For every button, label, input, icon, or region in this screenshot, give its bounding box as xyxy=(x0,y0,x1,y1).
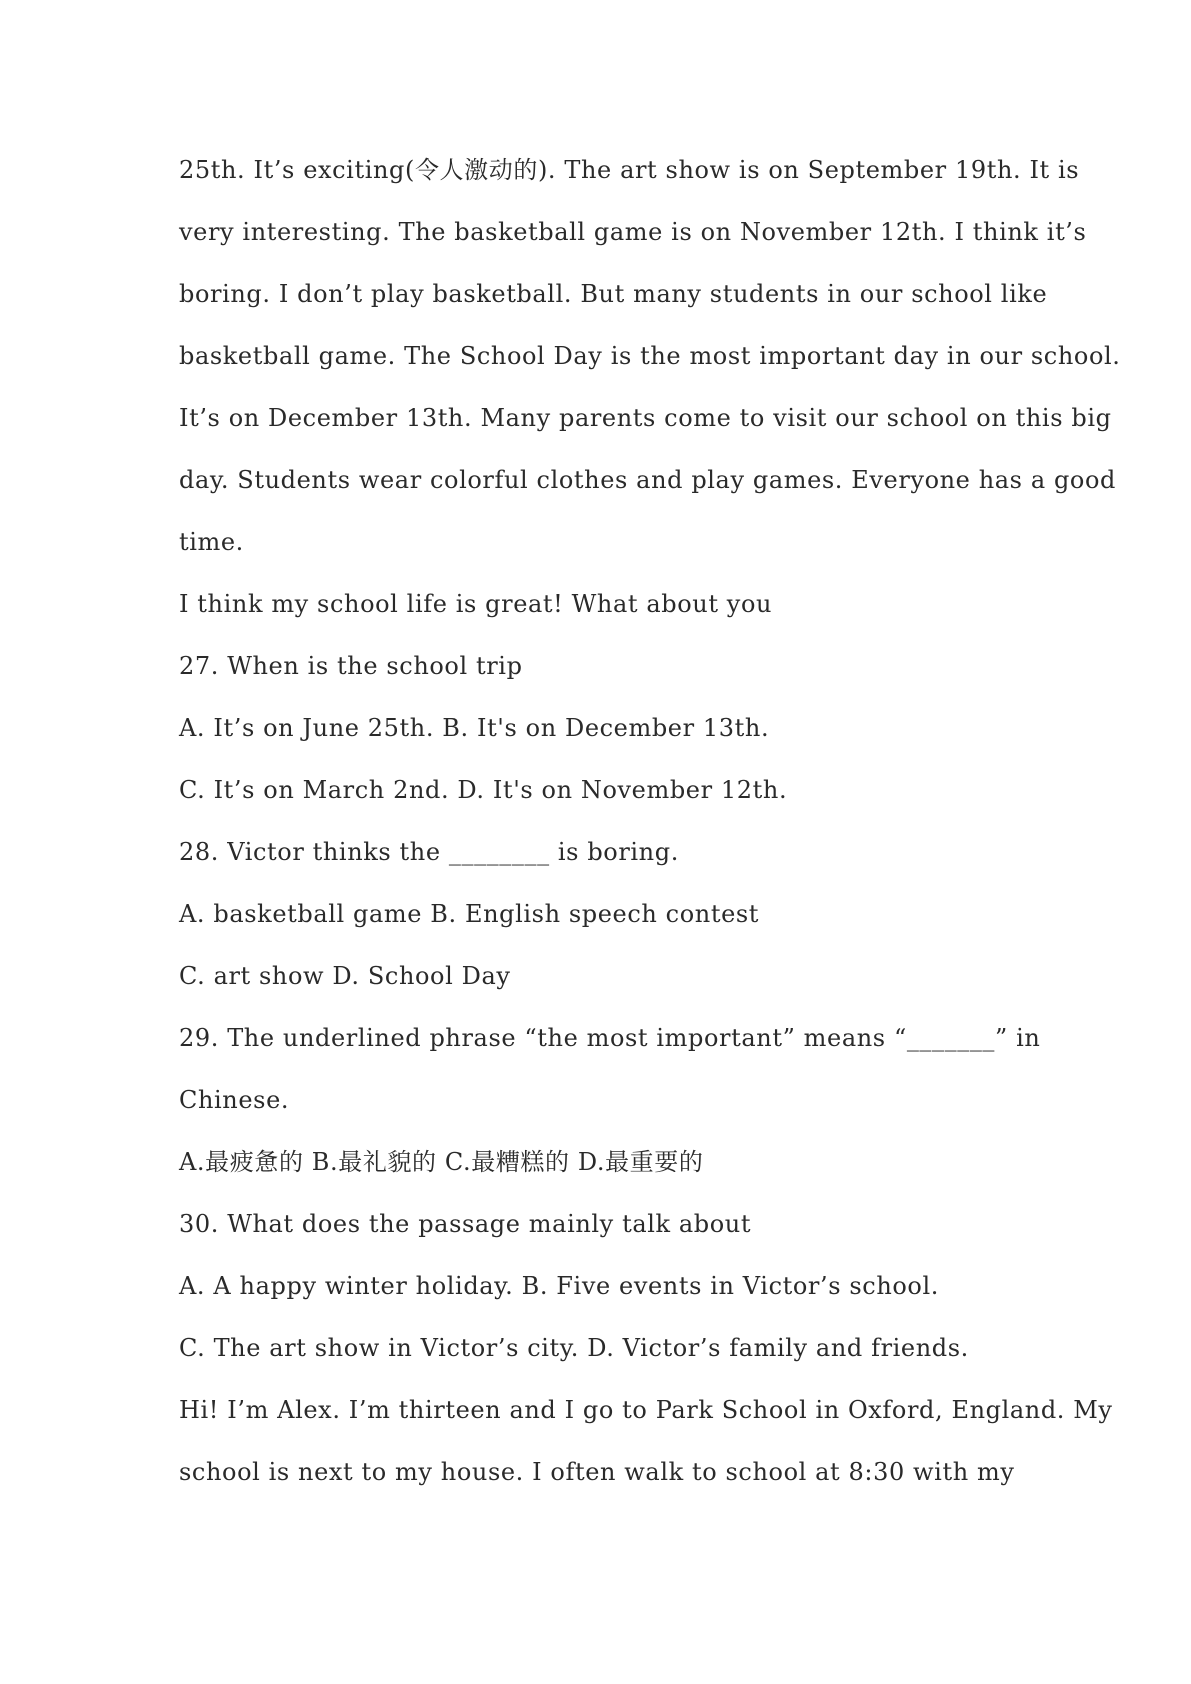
question-27-options-cd: C. It’s on March 2nd. D. It's on November 12th. xyxy=(179,776,788,804)
question-30: 30. What does the passage mainly talk about xyxy=(179,1210,752,1238)
next-passage-line-1: Hi! I’m Alex. I’m thirteen and I go to Park School in Oxford, England. My xyxy=(179,1396,1113,1424)
question-30-options-ab: A. A happy winter holiday. B. Five events in Victor’s school. xyxy=(179,1272,939,1300)
passage-line-1: 25th. It’s exciting(令人激动的). The art show is on September 19th. It is xyxy=(179,156,1080,184)
question-27: 27. When is the school trip xyxy=(179,652,523,680)
passage-line-7: time. xyxy=(179,528,244,556)
question-27-options-ab: A. It’s on June 25th. B. It's on December 13th. xyxy=(179,714,770,742)
passage-line-6: day. Students wear colorful clothes and play games. Everyone has a good xyxy=(179,466,1116,494)
next-passage-line-2: school is next to my house. I often walk to school at 8:30 with my xyxy=(179,1458,1015,1486)
question-29-continued: Chinese. xyxy=(179,1086,290,1114)
passage-line-5: It’s on December 13th. Many parents come to visit our school on this big xyxy=(179,404,1112,432)
passage-line-4: basketball game. The School Day is the most important day in our school. xyxy=(179,342,1121,370)
passage-line-2: very interesting. The basketball game is on November 12th. I think it’s xyxy=(179,218,1087,246)
passage-closing-line: I think my school life is great! What about you xyxy=(179,590,773,618)
question-28: 28. Victor thinks the ________ is boring. xyxy=(179,838,679,866)
question-30-options-cd: C. The art show in Victor’s city. D. Victor’s family and friends. xyxy=(179,1334,969,1362)
question-28-options-ab: A. basketball game B. English speech contest xyxy=(179,900,760,928)
question-29: 29. The underlined phrase “the most important” means “_______” in xyxy=(179,1024,1041,1052)
question-29-options: A.最疲惫的 B.最礼貌的 C.最糟糕的 D.最重要的 xyxy=(179,1148,704,1176)
question-28-options-cd: C. art show D. School Day xyxy=(179,962,511,990)
passage-line-3: boring. I don’t play basketball. But many students in our school like xyxy=(179,280,1048,308)
